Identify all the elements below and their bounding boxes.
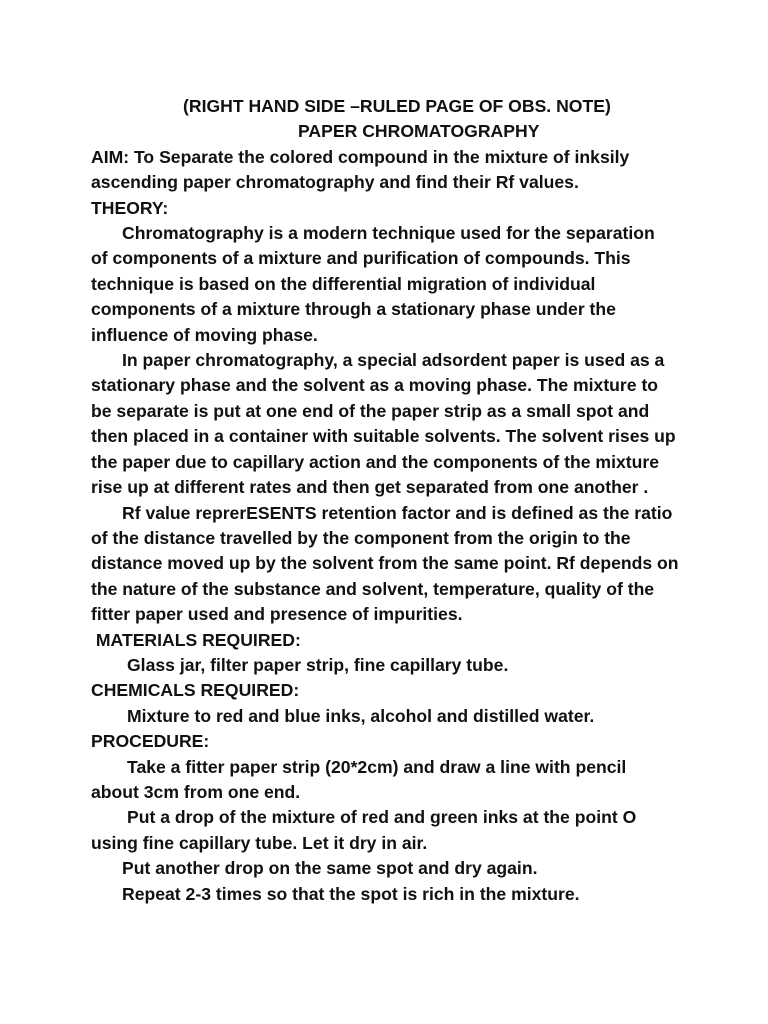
theory-p3-line-3: distance moved up by the solvent from the same point. Rf depends on xyxy=(91,553,679,574)
theory-p1-line-2: of components of a mixture and purification of compounds. This xyxy=(91,248,631,269)
theory-p3-line-5: fitter paper used and presence of impurities. xyxy=(91,604,463,625)
procedure-p4: Repeat 2-3 times so that the spot is rich in the mixture. xyxy=(122,883,580,904)
procedure-p3: Put another drop on the same spot and dry again. xyxy=(122,858,538,879)
procedure-p1-line-2: about 3cm from one end. xyxy=(91,781,301,802)
header-line: (RIGHT HAND SIDE –RULED PAGE OF OBS. NOTE) xyxy=(183,96,611,116)
theory-p2-line-6: rise up at different rates and then get separated from one another . xyxy=(91,477,649,498)
theory-p3-line-4: the nature of the substance and solvent, temperature, quality of the xyxy=(91,578,655,599)
theory-p1-line-3: technique is based on the differential migration of individual xyxy=(91,273,596,294)
procedure-p2-line-2: using fine capillary tube. Let it dry in air. xyxy=(91,832,428,853)
aim-line-1: AIM: To Separate the colored compound in the mixture of inksily xyxy=(91,146,630,167)
theory-p1-line-5: influence of moving phase. xyxy=(91,324,318,345)
aim-line-2: ascending paper chromatography and find their Rf values. xyxy=(91,172,579,193)
procedure-heading: PROCEDURE: xyxy=(91,731,210,752)
theory-p2-line-1: In paper chromatography, a special adsordent paper is used as a xyxy=(122,350,665,371)
theory-p2-line-5: the paper due to capillary action and the components of the mixture xyxy=(91,451,659,472)
theory-p3-line-2: of the distance travelled by the component from the origin to the xyxy=(91,527,631,548)
theory-p2-line-3: be separate is put at one end of the paper strip as a small spot and xyxy=(91,400,650,421)
theory-p2-line-2: stationary phase and the solvent as a moving phase. The mixture to xyxy=(91,375,659,396)
procedure-p2-line-1: Put a drop of the mixture of red and green inks at the point O xyxy=(127,807,637,828)
page-title: PAPER CHROMATOGRAPHY xyxy=(298,121,540,142)
document-body xyxy=(91,94,691,907)
materials-text: Glass jar, filter paper strip, fine capillary tube. xyxy=(127,654,509,675)
chemicals-text: Mixture to red and blue inks, alcohol and distilled water. xyxy=(127,705,595,726)
theory-p2-line-4: then placed in a container with suitable solvents. The solvent rises up xyxy=(91,426,676,447)
theory-p1-line-4: components of a mixture through a stationary phase under the xyxy=(91,299,616,320)
chemicals-heading: CHEMICALS REQUIRED: xyxy=(91,680,300,701)
theory-p3-line-1: Rf value reprerESENTS retention factor and is defined as the ratio xyxy=(122,502,673,523)
theory-p1-line-1: Chromatography is a modern technique used for the separation xyxy=(122,223,655,244)
theory-heading: THEORY: xyxy=(91,197,169,218)
materials-heading: MATERIALS REQUIRED: xyxy=(91,629,301,650)
procedure-p1-line-1: Take a fitter paper strip (20*2cm) and draw a line with pencil xyxy=(127,756,627,777)
